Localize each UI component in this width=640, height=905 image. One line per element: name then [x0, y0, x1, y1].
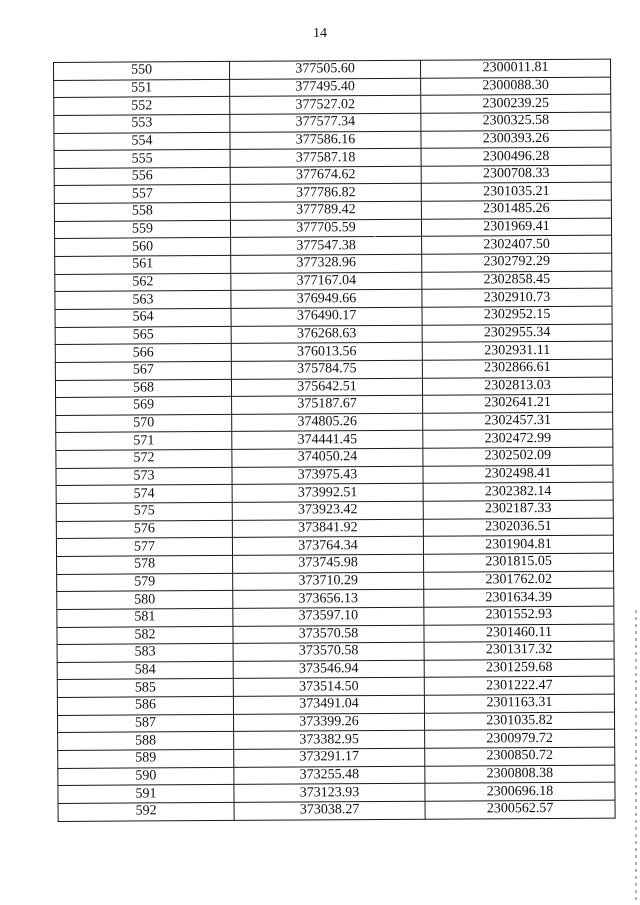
x-coordinate-cell: 373923.42	[232, 501, 423, 520]
point-number-cell: 574	[56, 485, 232, 504]
point-number-cell: 589	[58, 749, 234, 768]
x-coordinate-cell: 373745.98	[233, 554, 424, 573]
y-coordinate-cell: 2300696.18	[425, 782, 615, 801]
point-number-cell: 567	[55, 361, 231, 380]
page-number: 14	[313, 26, 327, 41]
y-coordinate-cell: 2301815.05	[424, 553, 614, 572]
y-coordinate-cell: 2302187.33	[423, 500, 613, 519]
x-coordinate-cell: 373546.94	[233, 660, 424, 679]
point-number-cell: 556	[54, 167, 230, 186]
y-coordinate-cell: 2301460.11	[424, 624, 614, 643]
x-coordinate-cell: 375642.51	[231, 378, 422, 397]
x-coordinate-cell: 373038.27	[234, 801, 425, 820]
point-number-cell: 570	[56, 414, 232, 433]
x-coordinate-cell: 374805.26	[232, 413, 423, 432]
point-number-cell: 576	[56, 520, 232, 539]
x-coordinate-cell: 377586.16	[230, 131, 421, 150]
y-coordinate-cell: 2300325.58	[421, 112, 611, 131]
point-number-cell: 573	[56, 467, 232, 486]
y-coordinate-cell: 2300393.26	[421, 130, 611, 149]
x-coordinate-cell: 377577.34	[230, 113, 421, 132]
y-coordinate-cell: 2301904.81	[423, 535, 613, 554]
scan-edge-artifact	[635, 610, 637, 900]
point-number-cell: 559	[54, 220, 230, 239]
scan-artifact	[374, 236, 376, 237]
y-coordinate-cell: 2300808.38	[425, 765, 615, 784]
point-number-cell: 586	[57, 696, 233, 715]
y-coordinate-cell: 2302792.29	[422, 253, 612, 272]
point-number-cell: 557	[54, 185, 230, 204]
y-coordinate-cell: 2302382.14	[423, 482, 613, 501]
point-number-cell: 564	[55, 308, 231, 327]
point-number-cell: 588	[58, 732, 234, 751]
y-coordinate-cell: 2300496.28	[421, 147, 611, 166]
point-number-cell: 582	[57, 626, 233, 645]
x-coordinate-cell: 377587.18	[230, 148, 421, 167]
point-number-cell: 569	[56, 397, 232, 416]
point-number-cell: 562	[55, 273, 231, 292]
point-number-cell: 563	[55, 291, 231, 310]
x-coordinate-cell: 377505.60	[229, 60, 420, 79]
point-number-cell: 577	[56, 538, 232, 557]
point-number-cell: 566	[55, 344, 231, 363]
point-number-cell: 558	[54, 203, 230, 222]
point-number-cell: 587	[57, 714, 233, 733]
x-coordinate-cell: 373491.04	[233, 695, 424, 714]
coordinates-table	[53, 59, 616, 822]
point-number-cell: 550	[54, 61, 230, 80]
x-coordinate-cell: 377789.42	[230, 201, 421, 220]
x-coordinate-cell: 376490.17	[231, 307, 422, 326]
point-number-cell: 590	[58, 767, 234, 786]
point-number-cell: 580	[57, 591, 233, 610]
x-coordinate-cell: 373570.58	[233, 625, 424, 644]
x-coordinate-cell: 373570.58	[233, 642, 424, 661]
x-coordinate-cell: 373382.95	[234, 731, 425, 750]
x-coordinate-cell: 373597.10	[233, 607, 424, 626]
x-coordinate-cell: 376013.56	[231, 342, 422, 361]
point-number-cell: 552	[54, 97, 230, 116]
y-coordinate-cell: 2302472.99	[423, 430, 613, 449]
y-coordinate-cell: 2301485.26	[421, 200, 611, 219]
y-coordinate-cell: 2302866.61	[422, 359, 612, 378]
x-coordinate-cell: 377328.96	[231, 254, 422, 273]
x-coordinate-cell: 373399.26	[233, 713, 424, 732]
y-coordinate-cell: 2301163.31	[424, 694, 614, 713]
x-coordinate-cell: 375187.67	[232, 395, 423, 414]
y-coordinate-cell: 2302036.51	[423, 518, 613, 537]
point-number-cell: 561	[55, 255, 231, 274]
x-coordinate-cell: 373255.48	[234, 766, 425, 785]
x-coordinate-cell: 377547.38	[231, 237, 422, 256]
table-row	[58, 800, 615, 821]
point-number-cell: 579	[57, 573, 233, 592]
y-coordinate-cell: 2301552.93	[424, 606, 614, 625]
y-coordinate-cell: 2302858.45	[422, 271, 612, 290]
x-coordinate-cell: 373291.17	[234, 748, 425, 767]
y-coordinate-cell: 2301317.32	[424, 641, 614, 660]
point-number-cell: 568	[55, 379, 231, 398]
point-number-cell: 553	[54, 114, 230, 133]
point-number-cell: 578	[57, 555, 233, 574]
y-coordinate-cell: 2302407.50	[422, 235, 612, 254]
x-coordinate-cell: 373710.29	[233, 572, 424, 591]
y-coordinate-cell: 2300239.25	[421, 94, 611, 113]
point-number-cell: 583	[57, 644, 233, 663]
y-coordinate-cell: 2300979.72	[425, 729, 615, 748]
point-number-cell: 554	[54, 132, 230, 151]
point-number-cell: 592	[58, 802, 234, 821]
x-coordinate-cell: 373975.43	[232, 466, 423, 485]
x-coordinate-cell: 374441.45	[232, 431, 423, 450]
y-coordinate-cell: 2300850.72	[425, 747, 615, 766]
y-coordinate-cell: 2302641.21	[423, 394, 613, 413]
x-coordinate-cell: 374050.24	[232, 448, 423, 467]
point-number-cell: 584	[57, 661, 233, 680]
y-coordinate-cell: 2302813.03	[422, 377, 612, 396]
y-coordinate-cell: 2301634.39	[424, 588, 614, 607]
point-number-cell: 555	[54, 150, 230, 169]
y-coordinate-cell: 2300562.57	[425, 800, 615, 819]
y-coordinate-cell: 2302955.34	[422, 324, 612, 343]
y-coordinate-cell: 2302457.31	[423, 412, 613, 431]
point-number-cell: 572	[56, 450, 232, 469]
y-coordinate-cell: 2300011.81	[420, 59, 610, 78]
x-coordinate-cell: 376949.66	[231, 290, 422, 309]
y-coordinate-cell: 2301259.68	[424, 659, 614, 678]
y-coordinate-cell: 2301035.21	[421, 183, 611, 202]
point-number-cell: 565	[55, 326, 231, 345]
x-coordinate-cell: 377495.40	[230, 78, 421, 97]
point-number-cell: 560	[55, 238, 231, 257]
y-coordinate-cell: 2301762.02	[424, 571, 614, 590]
y-coordinate-cell: 2302502.09	[423, 447, 613, 466]
point-number-cell: 585	[57, 679, 233, 698]
coordinates-table-body	[54, 59, 616, 821]
y-coordinate-cell: 2302931.11	[422, 341, 612, 360]
y-coordinate-cell: 2301969.41	[421, 218, 611, 237]
y-coordinate-cell: 2301222.47	[424, 677, 614, 696]
x-coordinate-cell: 377167.04	[231, 272, 422, 291]
point-number-cell: 551	[54, 79, 230, 98]
y-coordinate-cell: 2301035.82	[424, 712, 614, 731]
x-coordinate-cell: 377527.02	[230, 96, 421, 115]
x-coordinate-cell: 376268.63	[231, 325, 422, 344]
x-coordinate-cell: 373123.93	[234, 784, 425, 803]
x-coordinate-cell: 377705.59	[230, 219, 421, 238]
point-number-cell: 591	[58, 785, 234, 804]
y-coordinate-cell: 2300088.30	[421, 77, 611, 96]
x-coordinate-cell: 375784.75	[231, 360, 422, 379]
point-number-cell: 575	[56, 502, 232, 521]
x-coordinate-cell: 373514.50	[233, 678, 424, 697]
point-number-cell: 571	[56, 432, 232, 451]
point-number-cell: 581	[57, 608, 233, 627]
y-coordinate-cell: 2302952.15	[422, 306, 612, 325]
x-coordinate-cell: 377674.62	[230, 166, 421, 185]
x-coordinate-cell: 377786.82	[230, 184, 421, 203]
y-coordinate-cell: 2300708.33	[421, 165, 611, 184]
y-coordinate-cell: 2302498.41	[423, 465, 613, 484]
y-coordinate-cell: 2302910.73	[422, 288, 612, 307]
x-coordinate-cell: 373841.92	[232, 519, 423, 538]
x-coordinate-cell: 373656.13	[233, 589, 424, 608]
x-coordinate-cell: 373764.34	[232, 537, 423, 556]
x-coordinate-cell: 373992.51	[232, 484, 423, 503]
